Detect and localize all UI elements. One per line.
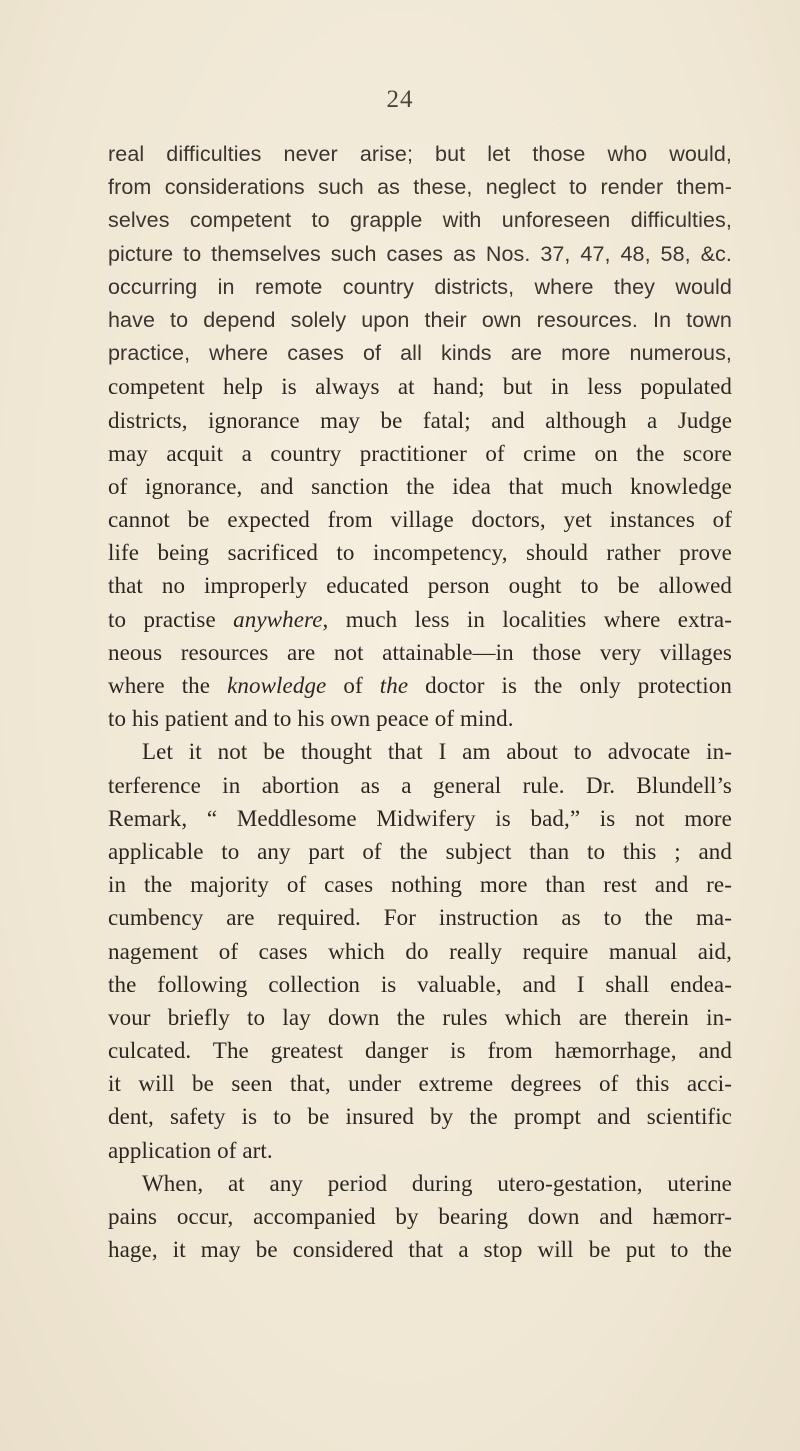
text-line: selves competent to grapple with unforeseen difficulties,	[108, 208, 732, 233]
paragraph-start-line: When, at any period during utero-gestation, uterine	[142, 1170, 732, 1196]
text-line-with-italic	[108, 603, 732, 636]
paragraph-end-line: application of art.	[108, 1137, 273, 1163]
text-line: that no improperly educated person ought to be allowed	[108, 573, 732, 599]
text-line: districts, ignorance may be fatal; and although a Judge	[108, 407, 732, 433]
text-line: the following collection is valuable, and I shall endea-	[108, 971, 732, 997]
body-text	[108, 138, 732, 1266]
text-line: of ignorance, and sanction the idea that much knowledge	[108, 473, 732, 499]
text-line: terference in abortion as a general rule. Dr. Blundell’s	[108, 772, 732, 798]
text-line: hage, it may be considered that a stop will be put to the	[108, 1237, 732, 1263]
text-run: to practise	[108, 606, 234, 632]
text-line: vour briefly to lay down the rules which are therein in-	[108, 1004, 732, 1030]
text-line: applicable to any part of the subject than to this ; and	[108, 838, 732, 864]
text-line: neous resources are not attainable—in those very villages	[108, 639, 732, 665]
text-run: where the	[108, 673, 228, 698]
text-line: cumbency are required. For instruction as to the ma-	[108, 905, 732, 931]
page-number: 24	[386, 86, 414, 113]
text-line: practice, where cases of all kinds are more numerous,	[108, 341, 732, 366]
italic-emphasis: knowledge	[227, 673, 327, 698]
text-line: cannot be expected from village doctors, yet instances of	[108, 507, 732, 533]
italic-emphasis: the	[379, 673, 409, 698]
paragraph-start-line: Let it not be thought that I am about to advocate in-	[142, 739, 732, 765]
text-run: of	[326, 673, 380, 698]
text-line-with-italic	[108, 669, 732, 702]
text-line: Remark, “ Meddlesome Midwifery is bad,” is not more	[108, 805, 732, 831]
text-line: competent help is always at hand; but in less populated	[108, 374, 732, 400]
text-line: picture to themselves such cases as Nos. 37, 47, 48, 58, &c.	[108, 241, 732, 266]
text-line: have to depend solely upon their own resources. In town	[108, 307, 732, 332]
text-line: pains occur, accompanied by bearing down and hæmorr-	[108, 1204, 732, 1229]
text-line: from considerations such as these, neglect to render them-	[108, 175, 732, 200]
text-line: nagement of cases which do really require manual aid,	[108, 938, 732, 964]
text-run: , much less in localities where extra-	[322, 606, 732, 632]
text-line: it will be seen that, under extreme degrees of this acci-	[108, 1071, 732, 1097]
paragraph-end-line: to his patient and to his own peace of mind.	[108, 706, 514, 732]
text-run: doctor is the only protection	[408, 673, 732, 698]
italic-emphasis: anywhere	[233, 606, 323, 632]
text-line: real difficulties never arise; but let those who would,	[108, 142, 732, 166]
text-line: may acquit a country practitioner of crime on the score	[108, 440, 732, 466]
text-line: in the majority of cases nothing more than rest and re-	[108, 872, 732, 898]
text-line: culcated. The greatest danger is from hæmorrhage, and	[108, 1038, 732, 1064]
text-line: dent, safety is to be insured by the prompt and scientific	[108, 1104, 732, 1130]
text-line: life being sacrificed to incompetency, should rather prove	[108, 540, 732, 566]
text-line: occurring in remote country districts, where they would	[108, 274, 732, 299]
